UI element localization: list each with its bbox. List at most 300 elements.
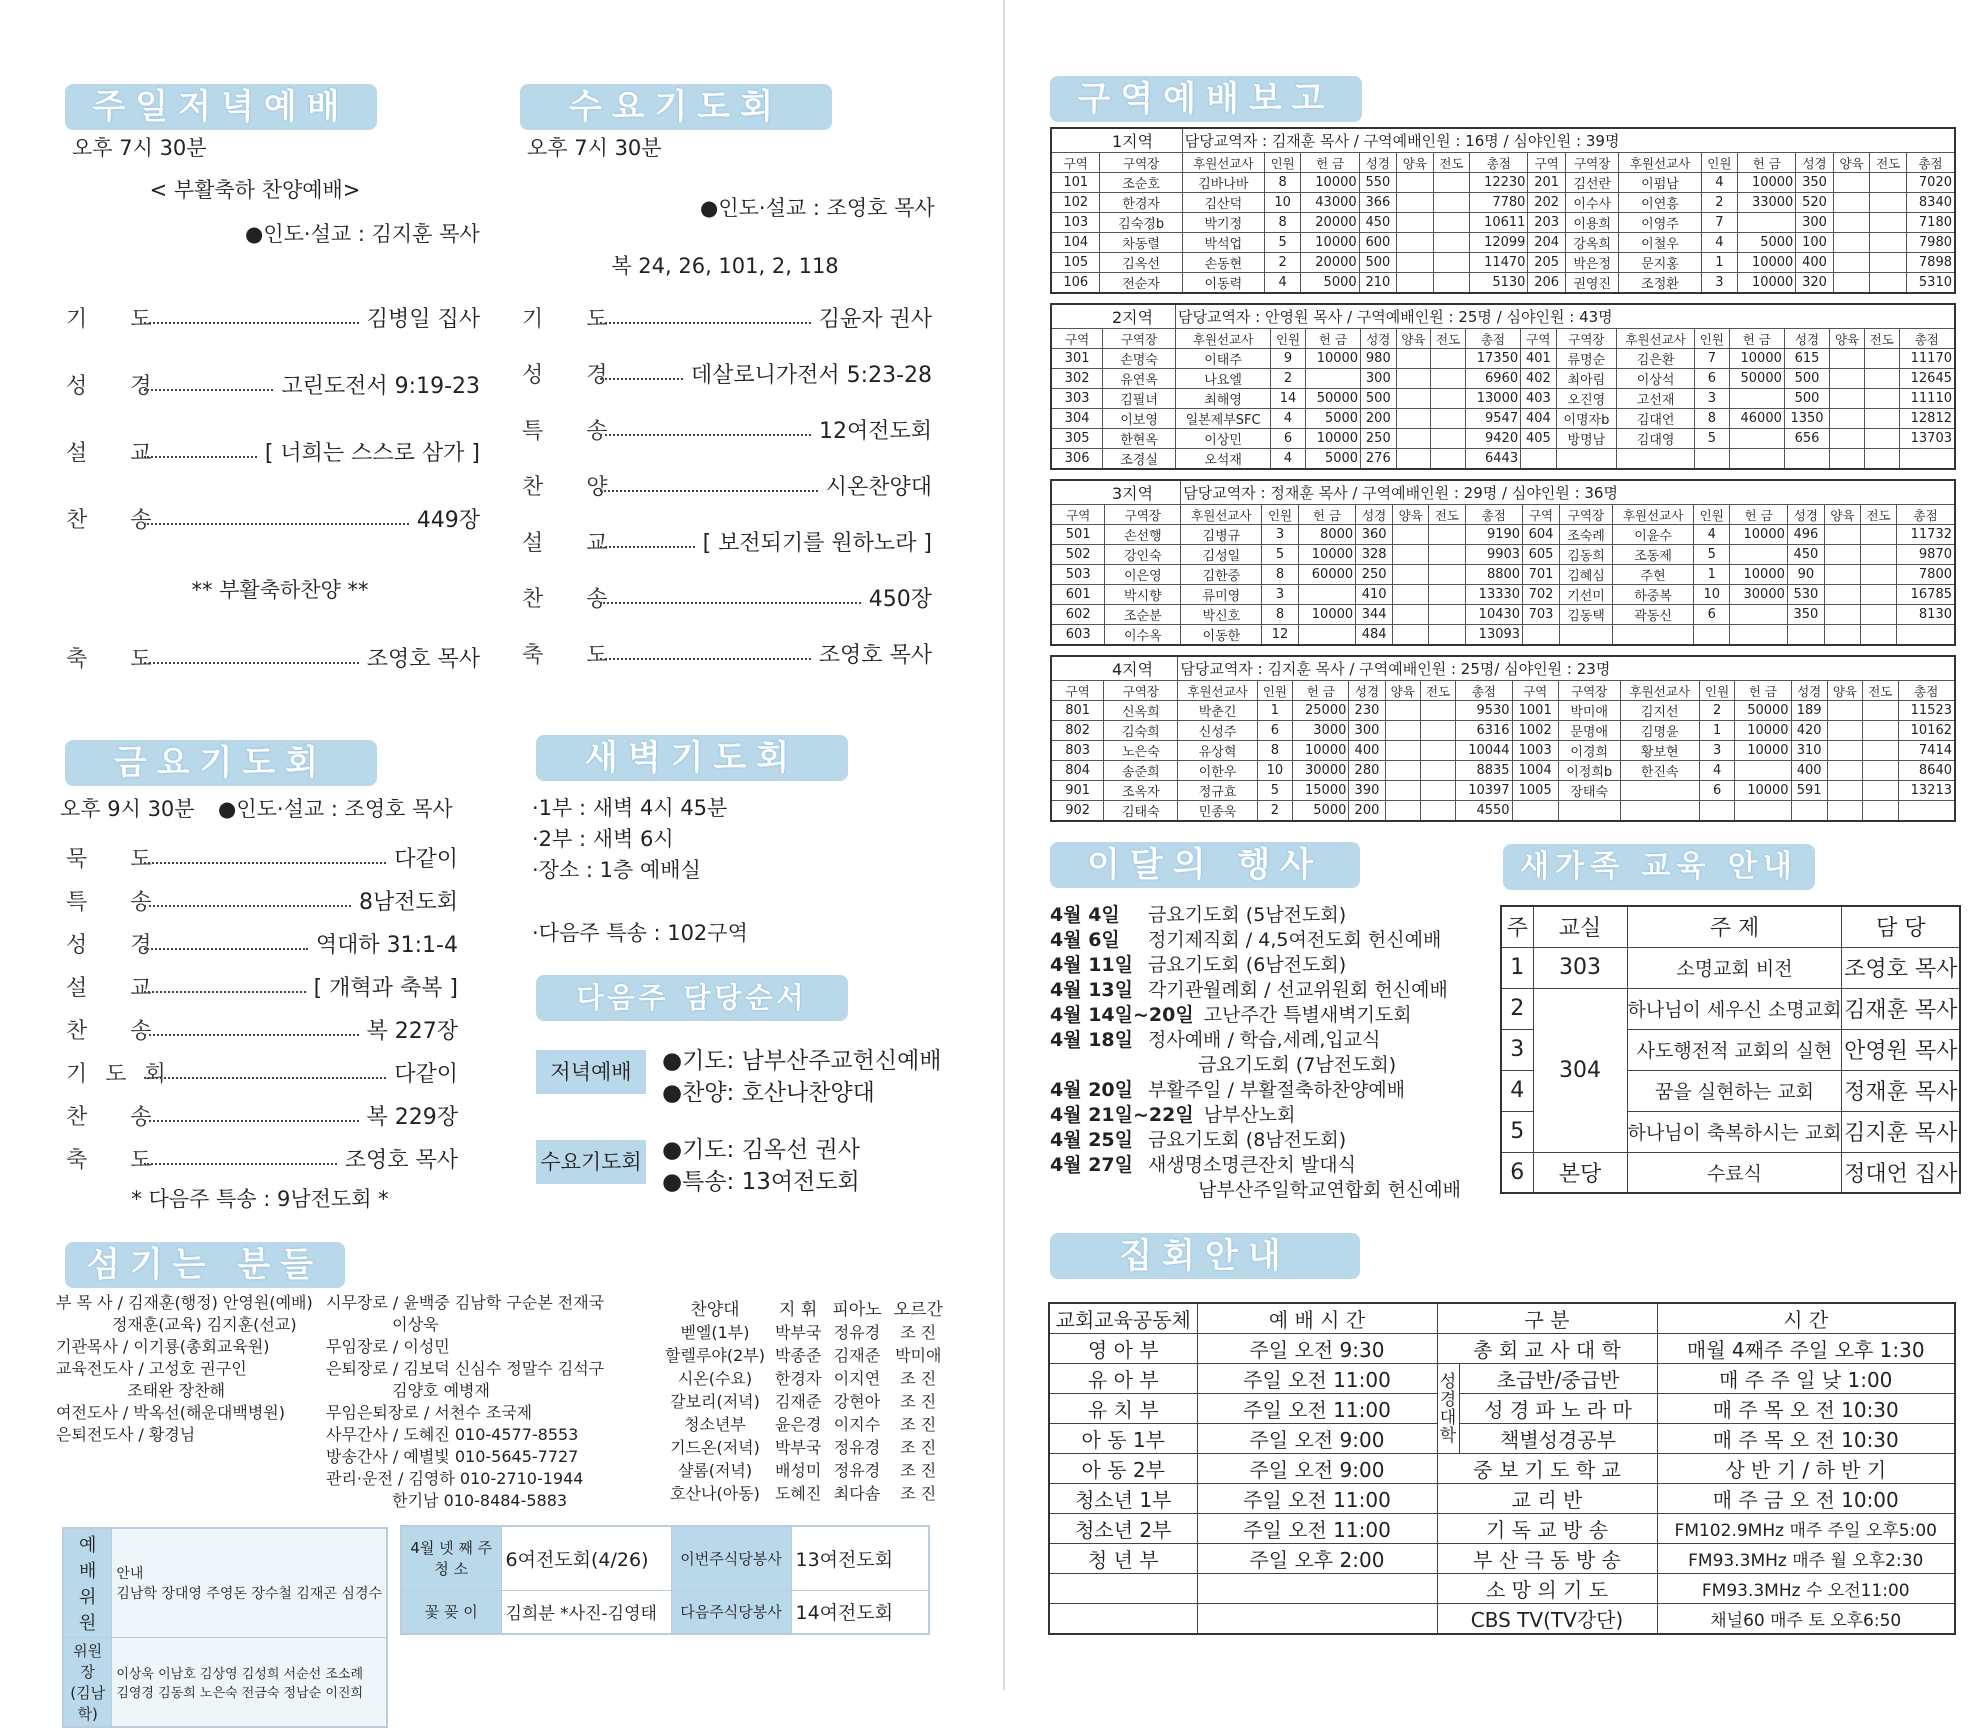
district-cell: 2 (1271, 369, 1306, 389)
order-key: 성 경 (66, 932, 170, 958)
district-row (1051, 585, 1955, 605)
district-cell: 신옥희 (1104, 701, 1178, 721)
order-key: 성 경 (522, 362, 626, 388)
choir-header-cell: 오르간 (893, 1299, 943, 1320)
district-cell: 16785 (1897, 585, 1955, 605)
district-cell: 김지선 (1620, 701, 1699, 721)
district-header-cell: 인원 (1271, 329, 1306, 349)
meetings-cell (1197, 1574, 1437, 1604)
district-cell (1521, 449, 1556, 470)
district-cell (1620, 801, 1699, 822)
district-cell: 손명숙 (1103, 349, 1176, 369)
district-cell: 이보영 (1103, 409, 1176, 429)
district-header-row (1051, 681, 1955, 701)
district-cell (1617, 449, 1695, 470)
district-cell (1694, 625, 1730, 646)
district-cell: 문지홍 (1619, 253, 1701, 273)
district-cell: 496 (1787, 525, 1824, 545)
district-cell: 106 (1051, 273, 1100, 294)
district-cell: 8 (1262, 605, 1298, 625)
order-key: 찬 송 (66, 507, 170, 533)
district-header-cell: 양육 (1830, 329, 1865, 349)
district-cell (1556, 449, 1617, 470)
district-cell (1431, 389, 1466, 409)
order-row (66, 501, 480, 535)
district-header-cell: 후원선교사 (1613, 505, 1694, 525)
district-cell: 11732 (1897, 525, 1955, 545)
district-cell: 10000 (1305, 349, 1360, 369)
event-row (1050, 1078, 1461, 1103)
event-date: 4월 13일 (1050, 979, 1133, 1001)
district-header-cell: 헌 금 (1738, 153, 1796, 173)
district-cell (1613, 625, 1694, 646)
district-cell: 6 (1694, 605, 1730, 625)
order-value: 데살로니가전서 5:23-28 (690, 362, 932, 388)
order-row (66, 1012, 458, 1046)
district-cell: 8640 (1898, 761, 1955, 781)
district-cell: 13213 (1898, 781, 1955, 801)
district-cell: 17350 (1465, 349, 1520, 369)
district-header-cell: 전도 (1864, 329, 1899, 349)
district-cell: 500 (1784, 369, 1829, 389)
meetings-cell (1049, 1604, 1197, 1635)
district-cell: 이연흥 (1619, 193, 1701, 213)
district-cell (1735, 761, 1791, 781)
district-row (1051, 193, 1955, 213)
district-cell: 이동한 (1181, 625, 1262, 646)
district-cell: 7 (1701, 213, 1738, 233)
order-value: 김병일 집사 (366, 306, 480, 332)
new-family-cell: 사도행전적 교회의 실현 (1627, 1029, 1842, 1070)
district-cell (1397, 213, 1434, 233)
district-cell: 김성일 (1181, 545, 1262, 565)
district-cell: 7898 (1906, 253, 1955, 273)
district-cell: 1004 (1512, 761, 1558, 781)
meetings-header-cell: 시 간 (1657, 1303, 1955, 1334)
district-cell: 이수사 (1565, 193, 1619, 213)
district-header-cell: 총점 (1465, 505, 1523, 525)
event-date: 4월 25일 (1050, 1129, 1133, 1151)
district-cell: 권영진 (1565, 273, 1619, 294)
order-key: 설 교 (522, 530, 626, 556)
sunday-evening-subtitle: < 부활축하 찬양예배> (149, 178, 361, 202)
wednesday-leader: ●인도·설교 : 조영호 목사 (700, 196, 935, 220)
meetings-row (1049, 1364, 1955, 1394)
district-info: 담당교역자 : 정재훈 목사 / 구역예배인원 : 29명 / 심야인원 : 36명 (1181, 480, 1955, 505)
meetings-row (1049, 1604, 1955, 1635)
district-header-cell: 구역장 (1560, 505, 1613, 525)
district-cell: 류미영 (1181, 585, 1262, 605)
district-cell (1420, 741, 1455, 761)
district-cell: 11523 (1898, 701, 1955, 721)
district-cell: 8 (1262, 565, 1298, 585)
meetings-cell: 매 주 목 오 전 10:30 (1657, 1394, 1955, 1424)
choir-header-cell: 피아노 (832, 1299, 882, 1320)
district-cell (1824, 565, 1860, 585)
meetings-cell: 청소년 2부 (1049, 1514, 1197, 1544)
servant-line: 기관목사 / 이기룡(총회교육원) (56, 1337, 270, 1356)
district-cell (1827, 801, 1862, 822)
district-cell: 6 (1695, 369, 1730, 389)
district-cell: 문명애 (1558, 721, 1620, 741)
chair-cell (112, 1638, 387, 1728)
meetings-cell: 교 리 반 (1437, 1484, 1657, 1514)
district-cell: 2 (1699, 701, 1734, 721)
district-cell: 3 (1695, 389, 1730, 409)
district-cell: 김숙희 (1104, 721, 1178, 741)
worship-committee-box (62, 1527, 388, 1728)
district-cell: 501 (1051, 525, 1105, 545)
choir-cell: 정유경 (833, 1461, 881, 1480)
district-cell: 902 (1051, 801, 1104, 822)
sunday-evening-special: ** 부활축하찬양 ** (191, 578, 369, 602)
district-cell (1830, 389, 1865, 409)
district-cell (1305, 369, 1360, 389)
meetings-cell: 총 회 교 사 대 학 (1437, 1334, 1657, 1364)
district-cell (1429, 565, 1465, 585)
new-family-header-cell: 담 당 (1842, 906, 1960, 947)
event-text: 고난주간 특별새벽기도회 (1203, 1004, 1412, 1026)
choir-cell: 조 진 (900, 1369, 937, 1388)
district-cell: 이태주 (1175, 349, 1270, 369)
meetings-cell: 주일 오후 2:00 (1197, 1544, 1437, 1574)
district-cell: 이상석 (1617, 369, 1695, 389)
district-header-cell: 헌 금 (1735, 681, 1791, 701)
district-cell: 9870 (1897, 545, 1955, 565)
order-row (66, 1098, 458, 1132)
order-row (522, 468, 932, 502)
district-cell (1695, 449, 1730, 470)
district-cell: 204 (1528, 233, 1565, 253)
district-cell (1824, 545, 1860, 565)
event-date (1050, 1178, 1138, 1203)
district-cell (1420, 781, 1455, 801)
meetings-cell: 중 보 기 도 학 교 (1437, 1454, 1657, 1484)
district-cell: 189 (1791, 701, 1827, 721)
district-cell: 8 (1264, 173, 1301, 193)
district-cell: 500 (1361, 389, 1396, 409)
new-family-cell: 304 (1533, 988, 1627, 1152)
district-row (1051, 173, 1955, 193)
district-cell: 20000 (1301, 253, 1359, 273)
district-cell: 305 (1051, 429, 1103, 449)
district-cell: 7180 (1906, 213, 1955, 233)
district-name: 3지역 (1051, 480, 1181, 505)
district-cell: 이용희 (1565, 213, 1619, 233)
meetings-cell: 매 주 목 오 전 10:30 (1657, 1424, 1955, 1454)
district-header-cell: 성경 (1349, 681, 1385, 701)
district-cell: 이윤수 (1613, 525, 1694, 545)
district-header-cell: 총점 (1456, 681, 1512, 701)
order-row (66, 1055, 458, 1089)
district-cell: 조옥자 (1104, 781, 1178, 801)
meetings-cell: 주일 오전 9:30 (1197, 1334, 1437, 1364)
order-value: 복 227장 (366, 1018, 458, 1044)
event-date (1050, 1053, 1138, 1078)
district-info: 담당교역자 : 김재훈 목사 / 구역예배인원 : 16명 / 심야인원 : 39명 (1182, 128, 1955, 153)
district-cell (1870, 193, 1907, 213)
district-cell: 6316 (1456, 721, 1512, 741)
order-value: 다같이 (394, 1061, 458, 1087)
district-cell: 황보현 (1620, 741, 1699, 761)
event-date: 4월 11일 (1050, 954, 1133, 976)
district-cell: 신성주 (1178, 721, 1257, 741)
district-name-row (1051, 480, 1955, 505)
event-row (1050, 1053, 1461, 1078)
district-cell: 4 (1701, 233, 1738, 253)
worship-committee-label: 예 배 위 원 (63, 1528, 112, 1638)
event-text: 금요기도회 (8남전도회) (1148, 1129, 1347, 1151)
district-cell: 600 (1359, 233, 1396, 253)
district-cell: 하중복 (1613, 585, 1694, 605)
choir-cell: 박종준 (774, 1346, 822, 1365)
meetings-cell (1197, 1604, 1437, 1635)
district-cell: 20000 (1301, 213, 1359, 233)
district-cell (1864, 449, 1899, 470)
district-cell: 280 (1349, 761, 1385, 781)
district-cell (1396, 409, 1431, 429)
district-cell: 12099 (1470, 233, 1528, 253)
district-cell: 주현 (1613, 565, 1694, 585)
district-cell: 김동택 (1560, 605, 1613, 625)
servants-title: 섬기는 분들 (65, 1242, 345, 1288)
district-cell: 박은정 (1565, 253, 1619, 273)
meetings-cell: 부 산 극 동 방 송 (1437, 1544, 1657, 1574)
district-cell (1560, 625, 1613, 646)
order-value: 449장 (416, 507, 480, 533)
dawn-line-3: ·장소 : 1층 예배실 (532, 858, 701, 882)
servant-line: 한기남 010-8484-5883 (326, 1491, 568, 1510)
district-cell: 12812 (1899, 409, 1955, 429)
event-text: 금요기도회 (7남전도회) (1198, 1054, 1397, 1076)
district-cell: 김한중 (1181, 565, 1262, 585)
meetings-cell: 초급반/중급반 (1459, 1364, 1657, 1394)
event-text: 금요기도회 (6남전도회) (1148, 954, 1347, 976)
district-row (1051, 545, 1955, 565)
meetings-header-cell: 구 분 (1437, 1303, 1657, 1334)
district-cell: 10000 (1298, 605, 1356, 625)
district-cell: 601 (1051, 585, 1105, 605)
district-cell: 10 (1694, 585, 1730, 605)
district-cell: 13093 (1465, 625, 1523, 646)
district-cell: 2 (1257, 801, 1292, 822)
district-cell (1385, 741, 1420, 761)
district-cell: 10000 (1729, 349, 1784, 369)
district-cell: 484 (1356, 625, 1393, 646)
district-cell: 602 (1051, 605, 1105, 625)
district-cell: 500 (1359, 253, 1396, 273)
district-cell (1429, 525, 1465, 545)
district-header-cell: 헌 금 (1305, 329, 1360, 349)
event-text: 각기관월례회 / 선교위원회 헌신예배 (1148, 979, 1448, 1001)
district-cell (1433, 193, 1470, 213)
district-cell: 450 (1359, 213, 1396, 233)
district-cell (1558, 801, 1620, 822)
choir-cell: 정유경 (833, 1438, 881, 1457)
district-cell: 5 (1264, 233, 1301, 253)
district-row (1051, 741, 1955, 761)
district-cell: 박미애 (1558, 701, 1620, 721)
district-cell (1864, 409, 1899, 429)
district-cell (1863, 801, 1898, 822)
order-key: 찬 양 (522, 474, 626, 500)
new-family-cell: 꿈을 실현하는 교회 (1627, 1070, 1842, 1111)
district-cell: 520 (1796, 193, 1833, 213)
district-cell: 10000 (1730, 525, 1788, 545)
district-cell: 350 (1796, 173, 1833, 193)
district-cell: 250 (1356, 565, 1393, 585)
district-cell (1429, 625, 1465, 646)
district-cell: 김산덕 (1182, 193, 1264, 213)
order-value: 김윤자 권사 (818, 306, 932, 332)
district-cell: 550 (1359, 173, 1396, 193)
servant-line: 김양호 예병재 (326, 1381, 490, 1400)
meetings-cell: 주일 오전 11:00 (1197, 1484, 1437, 1514)
district-header-cell: 후원선교사 (1182, 153, 1264, 173)
district-cell: 276 (1361, 449, 1396, 470)
district-row (1051, 253, 1955, 273)
week-clean-value: 6여전도회(4/26) (501, 1526, 671, 1590)
district-cell: 450 (1787, 545, 1824, 565)
district-cell: 7414 (1898, 741, 1955, 761)
meetings-cell: 유 치 부 (1049, 1394, 1197, 1424)
district-cell: 701 (1523, 565, 1560, 585)
district-header-cell: 구역장 (1558, 681, 1620, 701)
district-cell: 고선재 (1617, 389, 1695, 409)
district-cell: 한경자 (1100, 193, 1182, 213)
choir-cell: 조 진 (900, 1438, 937, 1457)
district-header-cell: 인원 (1695, 329, 1730, 349)
district-cell: 13330 (1465, 585, 1523, 605)
district-cell (1787, 625, 1824, 646)
order-row (522, 300, 932, 334)
servant-line: 부 목 사 / 김재훈(행정) 안영원(예배) (56, 1293, 313, 1312)
order-key: 특 송 (66, 889, 170, 915)
district-cell (1861, 525, 1897, 545)
district-row (1051, 369, 1955, 389)
district-cell: 60000 (1298, 565, 1356, 585)
district-cell: 4550 (1456, 801, 1512, 822)
wednesday-time: 오후 7시 30분 (527, 136, 662, 160)
meetings-cell: 주일 오전 11:00 (1197, 1394, 1437, 1424)
district-cell (1620, 781, 1699, 801)
district-cell (1393, 565, 1429, 585)
district-cell: 7020 (1906, 173, 1955, 193)
new-family-cell: 303 (1533, 947, 1627, 988)
district-header-cell: 후원선교사 (1619, 153, 1701, 173)
district-header-cell: 인원 (1699, 681, 1734, 701)
district-cell: 1 (1694, 565, 1730, 585)
district-cell: 202 (1528, 193, 1565, 213)
district-cell: 10000 (1735, 721, 1791, 741)
sunday-evening-title: 주일저녁예배 (65, 84, 377, 130)
district-cell: 304 (1051, 409, 1103, 429)
servant-line: 은퇴전도사 / 황경님 (56, 1425, 196, 1444)
district-cell (1396, 369, 1431, 389)
servant-line: 무임은퇴장로 / 서천수 조국제 (326, 1403, 533, 1422)
new-family-cell: 하나님이 축복하시는 교회 (1627, 1111, 1842, 1152)
order-row (522, 524, 932, 558)
district-cell (1420, 701, 1455, 721)
district-header-cell: 성경 (1787, 505, 1824, 525)
new-family-cell: 본당 (1533, 1152, 1627, 1193)
new-family-header (1501, 906, 1960, 947)
district-cell: 302 (1051, 369, 1103, 389)
district-header-cell: 총점 (1906, 153, 1955, 173)
district-header-cell: 양육 (1833, 153, 1870, 173)
meetings-cell: 매 주 주 일 낮 1:00 (1657, 1364, 1955, 1394)
district-header-row (1051, 153, 1955, 173)
district-cell: 유상혁 (1178, 741, 1257, 761)
district-row (1051, 781, 1955, 801)
order-key: 설 교 (66, 975, 170, 1001)
next-week-wed-1: ●기도: 김옥선 권사 (662, 1137, 860, 1163)
district-header-cell: 전도 (1420, 681, 1455, 701)
meetings-cell: 유 아 부 (1049, 1364, 1197, 1394)
district-cell: 박석업 (1182, 233, 1264, 253)
event-row (1050, 1178, 1461, 1203)
district-cell: 10430 (1465, 605, 1523, 625)
district-cell (1433, 273, 1470, 294)
event-row (1050, 978, 1461, 1003)
order-row (522, 412, 932, 446)
district-cell: 4 (1699, 761, 1734, 781)
district-cell: 10000 (1735, 781, 1791, 801)
district-cell: 김동희 (1560, 545, 1613, 565)
order-value: [ 개혁과 축복 ] (313, 975, 458, 1001)
district-cell (1730, 545, 1788, 565)
district-cell (1861, 625, 1897, 646)
choir-cell: 할렐루야(2부) (665, 1346, 765, 1365)
district-cell: 615 (1784, 349, 1829, 369)
district-cell: 203 (1528, 213, 1565, 233)
district-cell (1729, 449, 1784, 470)
meetings-cell: FM102.9MHz 매주 주일 오후5:00 (1657, 1514, 1955, 1544)
district-cell (1433, 173, 1470, 193)
event-row (1050, 928, 1461, 953)
district-cell: 1 (1257, 701, 1292, 721)
district-header-cell: 구역장 (1103, 329, 1176, 349)
district-name: 2지역 (1051, 304, 1175, 329)
new-family-cell: 6 (1501, 1152, 1533, 1193)
district-cell: 5000 (1305, 409, 1360, 429)
district-cell: 328 (1356, 545, 1393, 565)
meetings-cell: 상 반 기 / 하 반 기 (1657, 1454, 1955, 1484)
district-cell: 390 (1349, 781, 1385, 801)
district-cell: 306 (1051, 449, 1103, 470)
district-header-cell: 총점 (1465, 329, 1520, 349)
order-value: 다같이 (394, 846, 458, 872)
district-cell: 김혜심 (1560, 565, 1613, 585)
district-cell: 400 (1791, 761, 1827, 781)
meetings-cell: 책별성경공부 (1459, 1424, 1657, 1454)
district-cell: 전순자 (1100, 273, 1182, 294)
district-cell: 8000 (1298, 525, 1356, 545)
district-cell: 이수옥 (1105, 625, 1181, 646)
district-cell: 33000 (1738, 193, 1796, 213)
district-cell (1898, 801, 1955, 822)
district-cell: 11110 (1899, 389, 1955, 409)
district-name-row (1051, 128, 1955, 153)
new-family-row (1501, 1152, 1960, 1193)
servant-line: 이상욱 (326, 1315, 439, 1334)
district-cell: 10 (1257, 761, 1292, 781)
district-row (1051, 625, 1955, 646)
district-cell (1396, 349, 1431, 369)
district-cell: 15000 (1293, 781, 1349, 801)
district-cell (1298, 585, 1356, 605)
district-header-cell: 구역 (1051, 153, 1100, 173)
